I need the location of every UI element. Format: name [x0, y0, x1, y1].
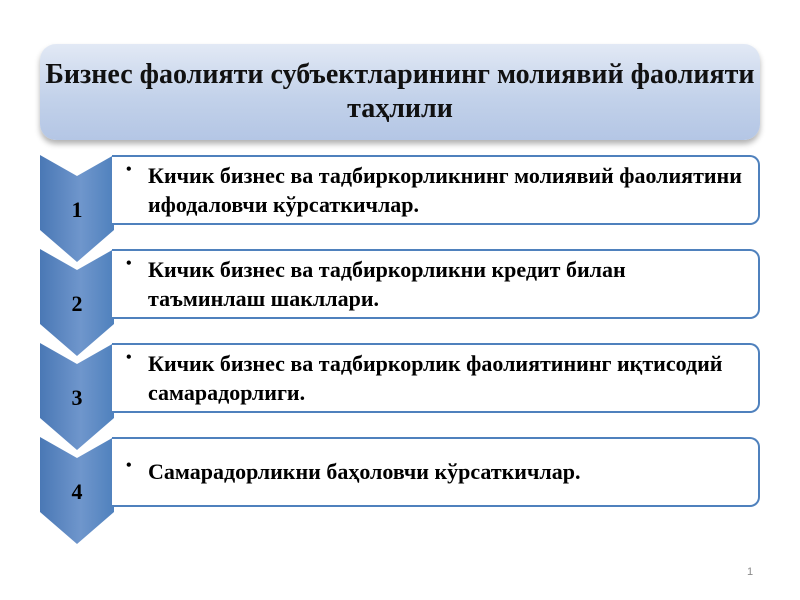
bullet: • — [126, 161, 132, 178]
step-number-2: 2 — [71, 291, 83, 316]
list-item-1 — [112, 155, 760, 225]
step-number-4: 4 — [71, 479, 83, 504]
step-number-3: 3 — [71, 385, 83, 410]
list-item-2 — [112, 249, 760, 319]
bullet: • — [126, 457, 132, 474]
bullet: • — [126, 255, 132, 272]
step-number-1: 1 — [71, 197, 83, 222]
page-number: 1 — [746, 566, 754, 578]
list-item-text: Самарадорликни баҳоловчи кўрсаткичлар. — [148, 459, 581, 484]
list-item-3 — [112, 343, 760, 413]
list-item-4 — [112, 437, 760, 507]
diagram-title: Бизнес фаолияти субъектларининг молиявий фаолияти таҳлили — [45, 59, 755, 124]
bullet: • — [126, 349, 132, 366]
list-item-text: Кичик бизнес ва тадбиркорликни кредит билан таъминлаш шакллари. — [148, 257, 626, 311]
list-item-text: Кичик бизнес ва тадбиркорлик фаолиятининг иқтисодий самарадорлиги. — [148, 351, 723, 405]
list-item-text: Кичик бизнес ва тадбиркорликнинг молиявий фаолиятини ифодаловчи кўрсаткичлар. — [148, 163, 742, 217]
